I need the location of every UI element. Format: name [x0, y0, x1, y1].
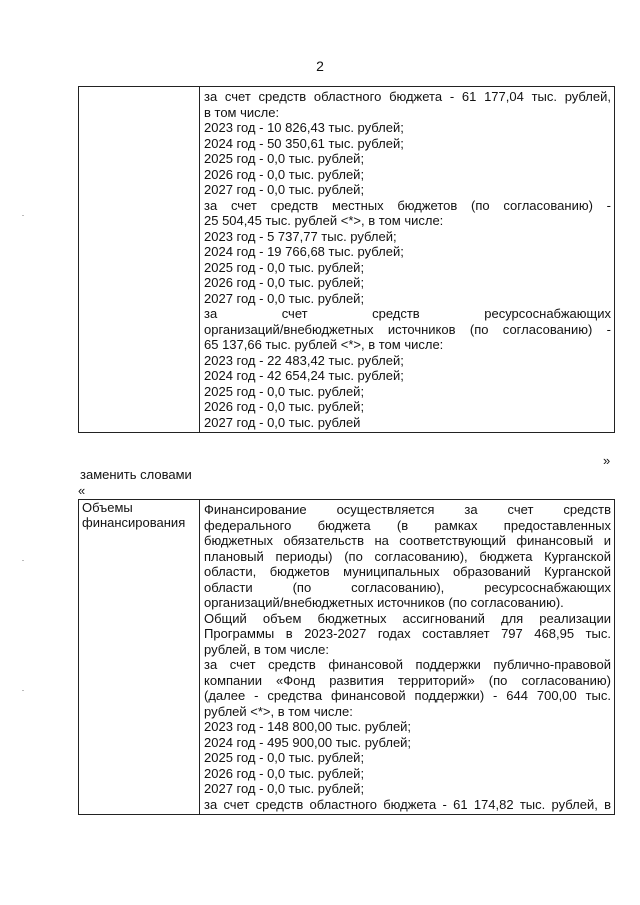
financing-table-new	[78, 499, 615, 815]
text-line: 2027 год - 0,0 тыс. рублей	[204, 414, 361, 430]
text-line: 2024 год - 42 654,24 тыс. рублей;	[204, 368, 404, 383]
scan-speck	[22, 215, 24, 216]
text-line: 2027 год - 0,0 тыс. рублей;	[204, 290, 365, 306]
text-line: 2027 год - 0,0 тыс. рублей;	[204, 781, 365, 796]
text-line: бюджетных обязательств на соответствующий финансовый и	[204, 533, 611, 548]
text-line: рублей, в том числе:	[204, 641, 329, 657]
text-line: за счет средств финансовой поддержки публично-правовой	[204, 657, 611, 672]
text-line: организаций/внебюджетных источников (по согласованию) -	[204, 321, 611, 337]
text-line: федерального бюджета (в рамках предоставленных	[204, 517, 611, 533]
text-line: за счет средств местных бюджетов (по согласованию) -	[204, 197, 611, 213]
text-line: 2025 год - 0,0 тыс. рублей;	[204, 383, 365, 399]
text-line: 2023 год - 148 800,00 тыс. рублей;	[204, 719, 412, 734]
opening-quote: «	[78, 483, 86, 498]
scan-speck	[22, 560, 24, 561]
text-line: за счет средств ресурсоснабжающих	[204, 306, 611, 321]
scan-speck	[22, 690, 24, 691]
financing-table-old	[78, 86, 615, 433]
label-cell	[79, 500, 200, 815]
text-line: за счет средств областного бюджета - 61 174,82 тыс. рублей, в	[204, 796, 611, 812]
text-line: рублей <*>, в том числе:	[204, 703, 353, 719]
text-line: плановый периоды) (по согласованию), бюджета Курганской	[204, 548, 611, 564]
text-line: Финансирование осуществляется за счет средств	[204, 502, 611, 517]
text-line: (далее - средства финансовой поддержки) - 644 700,00 тыс.	[204, 688, 611, 703]
text-line: 2023 год - 22 483,42 тыс. рублей;	[204, 352, 404, 368]
text-line: 2024 год - 19 766,68 тыс. рублей;	[204, 244, 404, 259]
label-cell	[79, 87, 200, 433]
text-line: 2025 год - 0,0 тыс. рублей;	[204, 750, 365, 765]
text-line: 2026 год - 0,0 тыс. рублей;	[204, 399, 365, 414]
text-line: организаций/внебюджетных источников (по согласованию).	[204, 595, 564, 610]
text-line: 65 137,66 тыс. рублей <*>, в том числе:	[204, 337, 444, 352]
table-row	[79, 500, 615, 815]
text-line: в том числе:	[204, 104, 280, 120]
table-row	[79, 87, 615, 433]
content-cell	[200, 500, 615, 815]
text-line: 2027 год - 0,0 тыс. рублей;	[204, 182, 365, 197]
page-number: 2	[316, 58, 324, 74]
text-line: 2026 год - 0,0 тыс. рублей;	[204, 166, 365, 182]
text-line: компании «Фонд развития территорий» (по согласованию)	[204, 672, 611, 688]
text-line: 25 504,45 тыс. рублей <*>, в том числе:	[204, 213, 444, 228]
text-line: 2026 год - 0,0 тыс. рублей;	[204, 765, 365, 781]
text-line: области, бюджетов муниципальных образований Курганской	[204, 564, 611, 579]
text-line: 2023 год - 10 826,43 тыс. рублей;	[204, 120, 404, 135]
text-line: 2024 год - 495 900,00 тыс. рублей;	[204, 734, 412, 750]
text-line: 2026 год - 0,0 тыс. рублей;	[204, 275, 365, 290]
text-line: 2024 год - 50 350,61 тыс. рублей;	[204, 135, 404, 151]
content-cell	[200, 87, 615, 433]
text-line: области (по согласованию), ресурсоснабжающих	[204, 579, 611, 595]
text-line: Общий объем бюджетных ассигнований для реализации	[204, 610, 611, 626]
text-line: за счет средств областного бюджета - 61 177,04 тыс. рублей,	[204, 89, 611, 104]
row-label: финансирования	[82, 515, 186, 530]
text-line: 2023 год - 5 737,77 тыс. рублей;	[204, 228, 397, 244]
text-line: 2025 год - 0,0 тыс. рублей;	[204, 259, 365, 275]
text-line: Программы в 2023-2027 годах составляет 797 468,95 тыс.	[204, 626, 611, 641]
row-label: Объемы	[82, 500, 133, 515]
closing-quote: »	[603, 453, 611, 468]
replace-instruction: заменить словами	[80, 467, 192, 482]
text-line: 2025 год - 0,0 тыс. рублей;	[204, 151, 365, 166]
